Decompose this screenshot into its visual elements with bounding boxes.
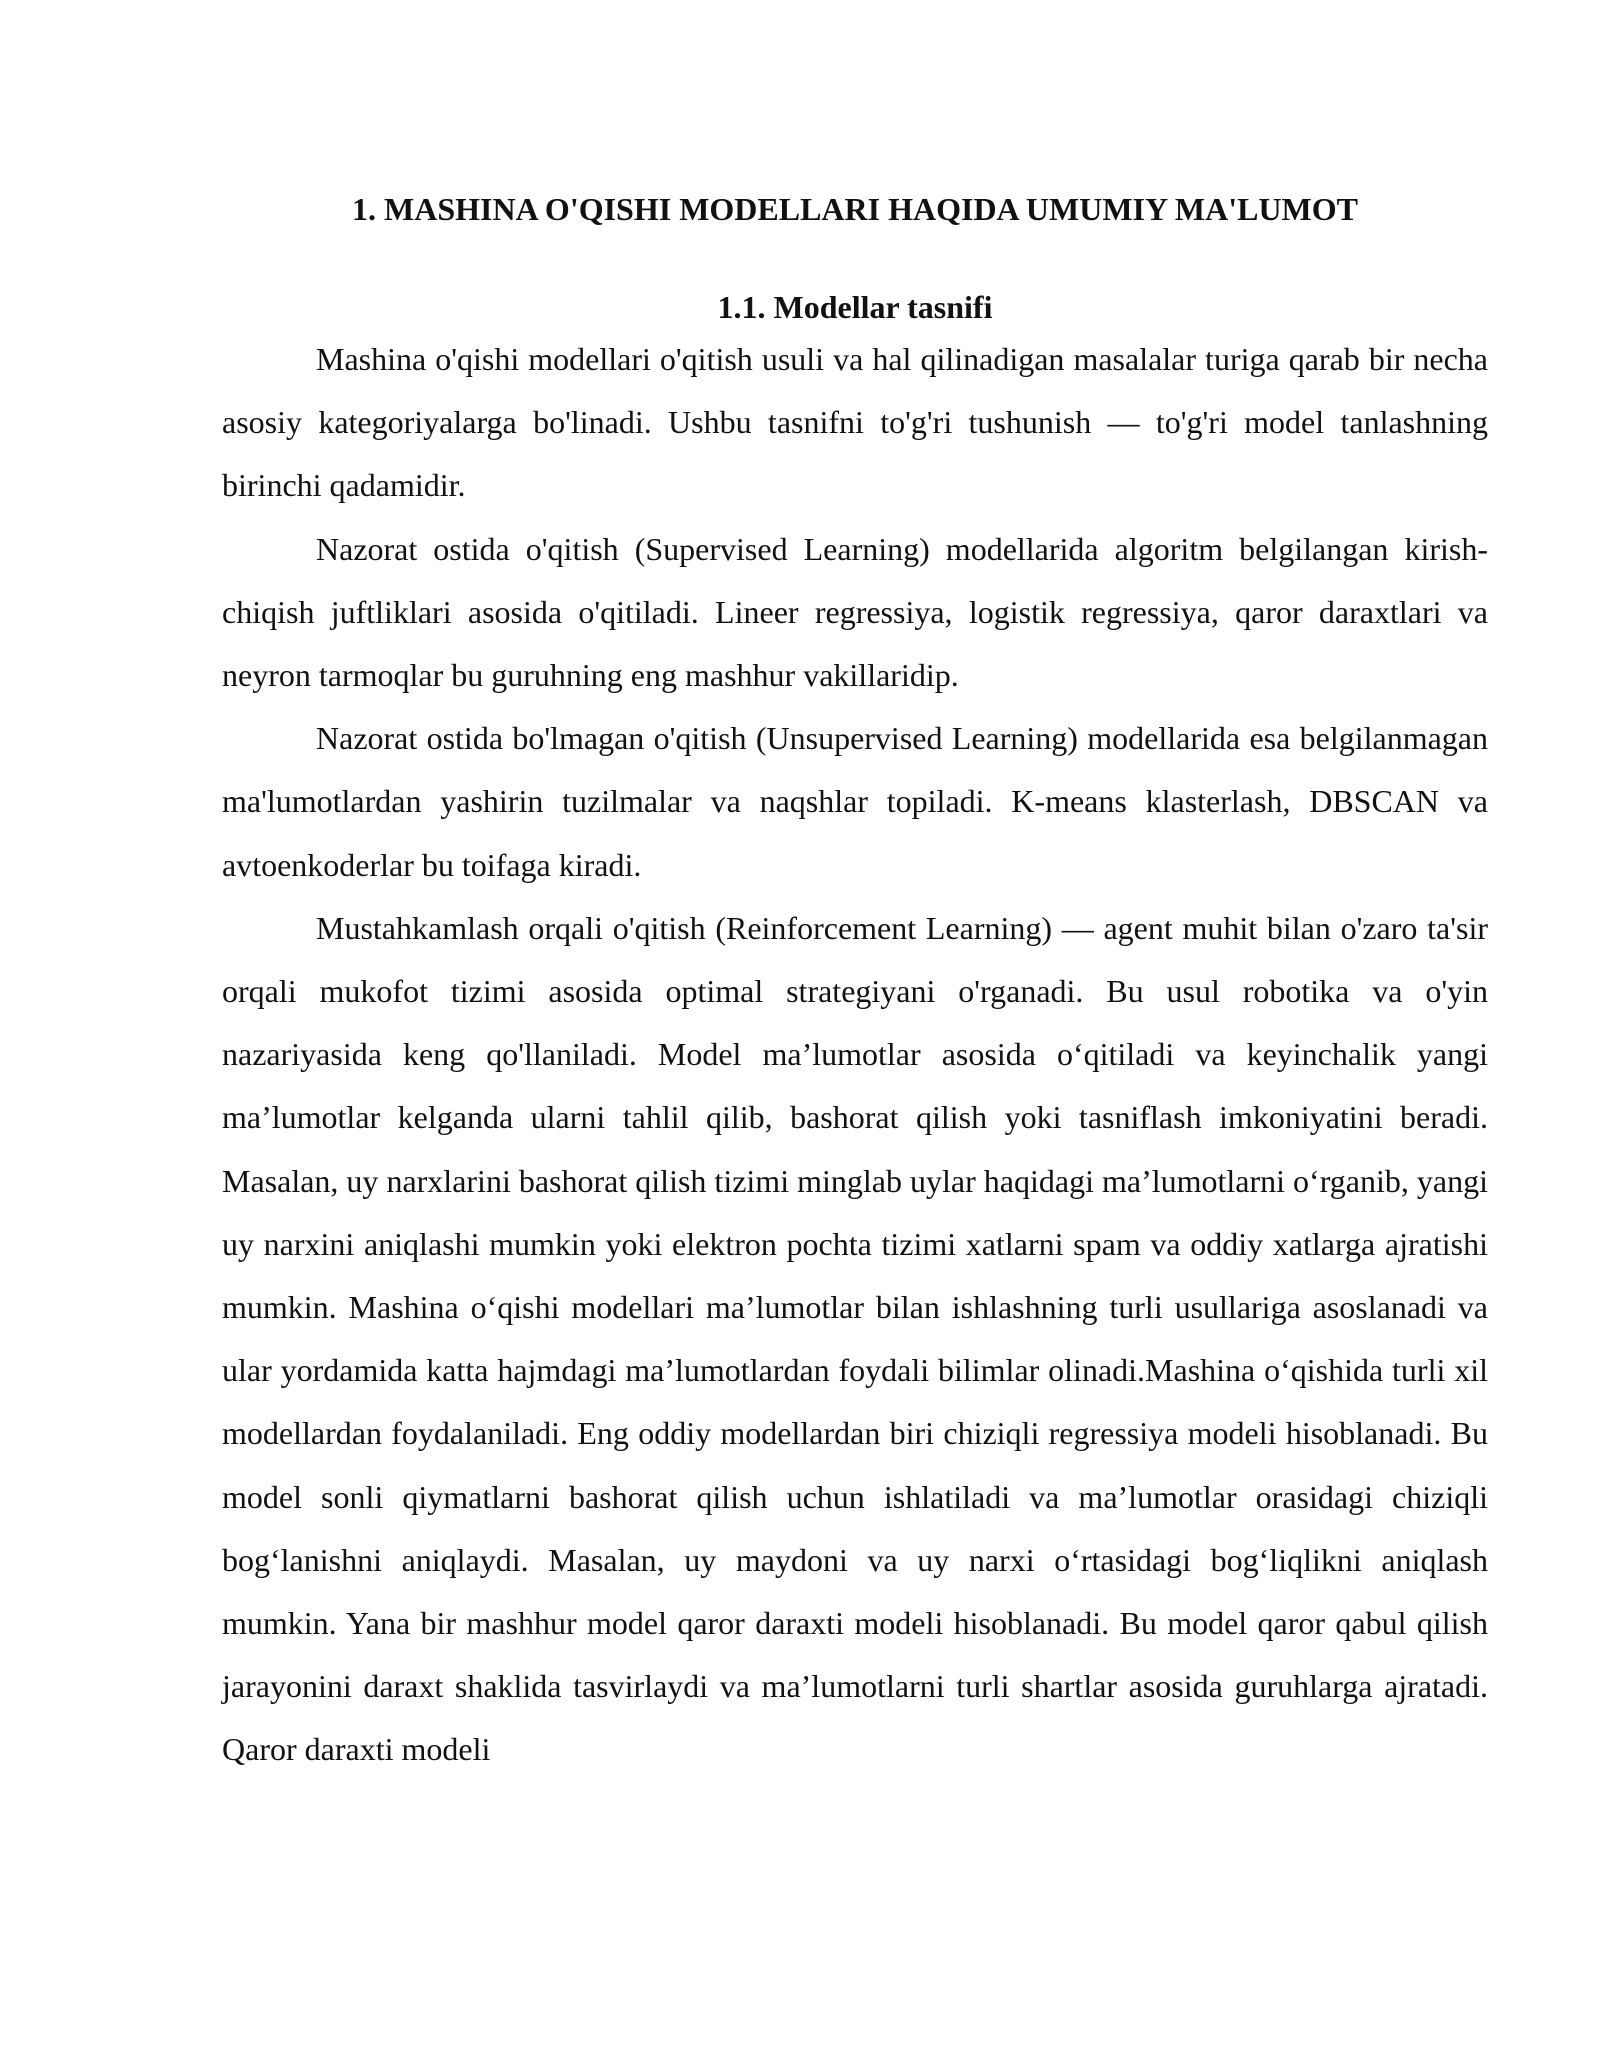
chapter-title: 1. MASHINA O'QISHI MODELLARI HAQIDA UMUMIY MA'LUMOT xyxy=(352,191,1358,227)
paragraph-unsupervised-learning: Nazorat ostida bo'lmagan o'qitish (Unsupervised Learning) modellarida esa belgilanmagan ma'lumotlardan yashirin tuzilmalar va naqshlar topiladi. K-means klasterlash, DBSCAN va avtoenkoderlar bu toifaga kiradi. xyxy=(222,720,1488,883)
paragraph-reinforcement-learning: Mustahkamlash orqali o'qitish (Reinforcement Learning) — agent muhit bilan o'zaro ta'sir orqali mukofot tizimi asosida optimal strategiyani o'rganadi. Bu usul robotika va o'yin nazariyasida keng qo'llaniladi. Model ma’lumotlar asosida o‘qitiladi va keyinchalik yangi ma’lumotlar kelganda ularni tahlil qilib, bashorat qilish yoki tasniflash imkoniyatini beradi. Masalan, uy narxlarini bashorat qilish tizimi minglab uylar haqidagi ma’lumotlarni o‘rganib, yangi uy narxini aniqlashi mumkin yoki elektron pochta tizimi xatlarni spam va oddiy xatlarga ajratishi mumkin. Mashina o‘qishi modellari ma’lumotlar bilan ishlashning turli usullariga asoslanadi va ular yordamida katta hajmdagi ma’lumotlardan foydali bilimlar olinadi.Mashina o‘qishida turli xil modellardan foydalaniladi. Eng oddiy modellardan biri chiziqli regressiya modeli hisoblanadi. Bu model sonli qiymatlarni bashorat qilish uchun ishlatiladi va ma’lumotlar orasidagi chiziqli bog‘lanishni aniqlaydi. Masalan, uy maydoni va uy narxi o‘rtasidagi bog‘liqlikni aniqlash mumkin. Yana bir mashhur model qaror daraxti modeli hisoblanadi. Bu model qaror qabul qilish jarayonini daraxt shaklida tasvirlaydi va ma’lumotlarni turli shartlar asosida guruhlarga ajratadi. Qaror daraxti modeli xyxy=(222,909,1488,1768)
section-title: 1.1. Modellar tasnifi xyxy=(717,289,993,325)
paragraph-classification-intro: Mashina o'qishi modellari o'qitish usuli va hal qilinadigan masalalar turiga qarab bir necha asosiy kategoriyalarga bo'linadi. Ushbu tasnifni to'g'ri tushunish — to'g'ri model tanlashning birinchi qadamidir. xyxy=(222,341,1488,504)
paragraph-supervised-learning: Nazorat ostida o'qitish (Supervised Learning) modellarida algoritm belgilangan kirish-chiqish juftliklari asosida o'qitiladi. Lineer regressiya, logistik regressiya, qaror daraxtlari va neyron tarmoqlar bu guruhning eng mashhur vakillaridip. xyxy=(222,530,1488,694)
document-body xyxy=(222,182,1488,1782)
